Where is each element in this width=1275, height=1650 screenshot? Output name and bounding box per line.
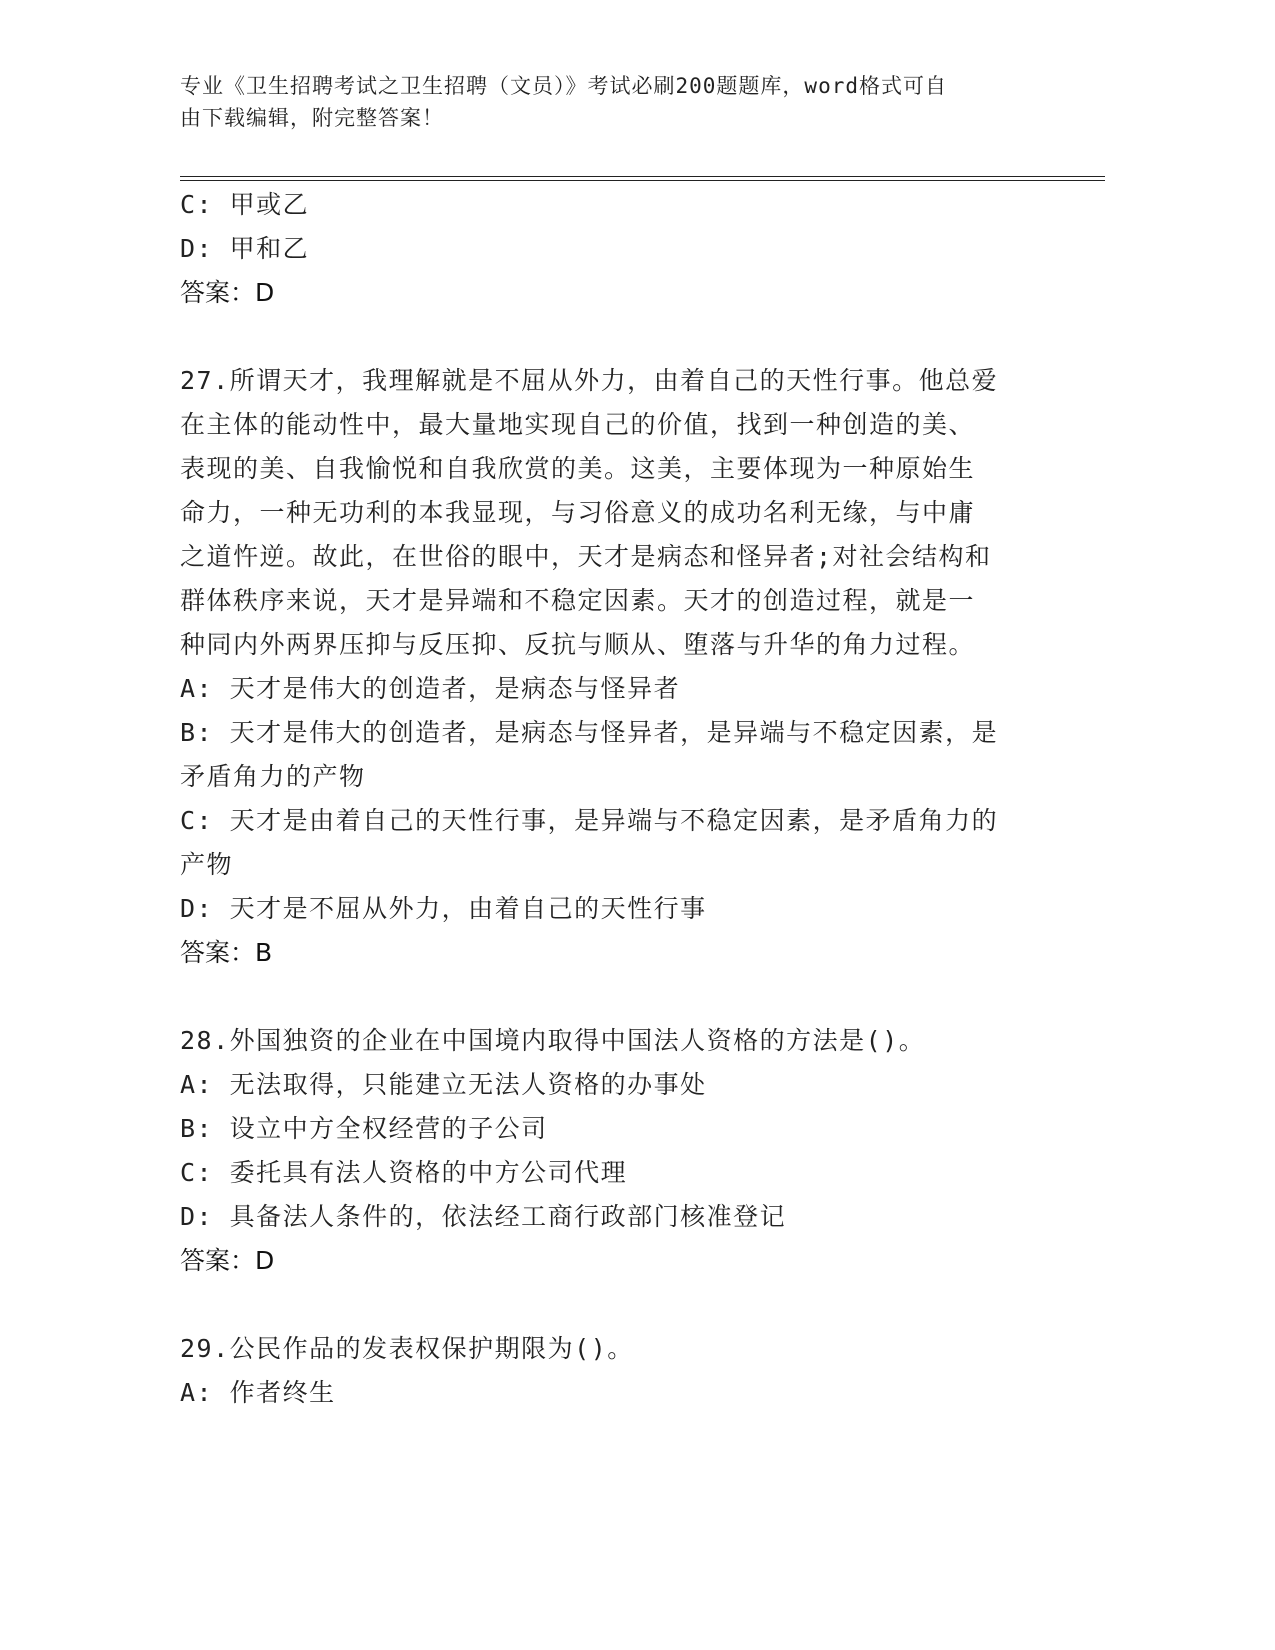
- q27-stem-line: 之道忤逆。故此，在世俗的眼中，天才是病态和怪异者;对社会结构和: [180, 542, 992, 571]
- q29-stem: 29.公民作品的发表权保护期限为()。: [180, 1334, 634, 1363]
- q28-option-c: C: 委托具有法人资格的中方公司代理: [180, 1158, 628, 1187]
- q26-option-d: D: 甲和乙: [180, 234, 310, 263]
- q27-answer: 答案：B: [180, 938, 273, 967]
- q27-stem-line: 在主体的能动性中，最大量地实现自己的价值，找到一种创造的美、: [180, 410, 976, 439]
- q27-option-a: A: 天才是伟大的创造者，是病态与怪异者: [180, 674, 681, 703]
- q28-option-b: B: 设立中方全权经营的子公司: [180, 1114, 548, 1143]
- q26-answer: 答案：D: [180, 278, 275, 307]
- header-line-1: 专业《卫生招聘考试之卫生招聘（文员）》考试必刷200题题库，word格式可自: [180, 74, 947, 98]
- spacer: [180, 315, 1040, 359]
- q27-stem-line: 27.所谓天才，我理解就是不屈从外力，由着自己的天性行事。他总爱: [180, 366, 999, 395]
- header-line-2: 由下载编辑，附完整答案！: [180, 106, 444, 130]
- spacer: [180, 1283, 1040, 1327]
- q26-option-c: C: 甲或乙: [180, 190, 310, 219]
- q27-stem-line: 表现的美、自我愉悦和自我欣赏的美。这美，主要体现为一种原始生: [180, 454, 976, 483]
- q29-option-a: A: 作者终生: [180, 1378, 336, 1407]
- q27-option-d: D: 天才是不屈从外力，由着自己的天性行事: [180, 894, 707, 923]
- header-divider: [180, 176, 1105, 181]
- q27-option-b-cont: 矛盾角力的产物: [180, 762, 366, 791]
- q27-stem-line: 群体秩序来说，天才是异端和不稳定因素。天才的创造过程，就是一: [180, 586, 976, 615]
- q27-stem-line: 命力，一种无功利的本我显现，与习俗意义的成功名利无缘，与中庸: [180, 498, 976, 527]
- q28-option-d: D: 具备法人条件的，依法经工商行政部门核准登记: [180, 1202, 787, 1231]
- q28-option-a: A: 无法取得，只能建立无法人资格的办事处: [180, 1070, 707, 1099]
- q27-option-b: B: 天才是伟大的创造者，是病态与怪异者，是异端与不稳定因素，是: [180, 718, 999, 747]
- q28-stem: 28.外国独资的企业在中国境内取得中国法人资格的方法是()。: [180, 1026, 926, 1055]
- q27-option-c: C: 天才是由着自己的天性行事，是异端与不稳定因素，是矛盾角力的: [180, 806, 999, 835]
- page-header: [180, 70, 1040, 134]
- q27-stem-line: 种同内外两界压抑与反压抑、反抗与顺从、堕落与升华的角力过程。: [180, 630, 976, 659]
- document-body: [180, 183, 1040, 1415]
- spacer: [180, 975, 1040, 1019]
- q28-answer: 答案：D: [180, 1246, 275, 1275]
- q27-option-c-cont: 产物: [180, 850, 234, 879]
